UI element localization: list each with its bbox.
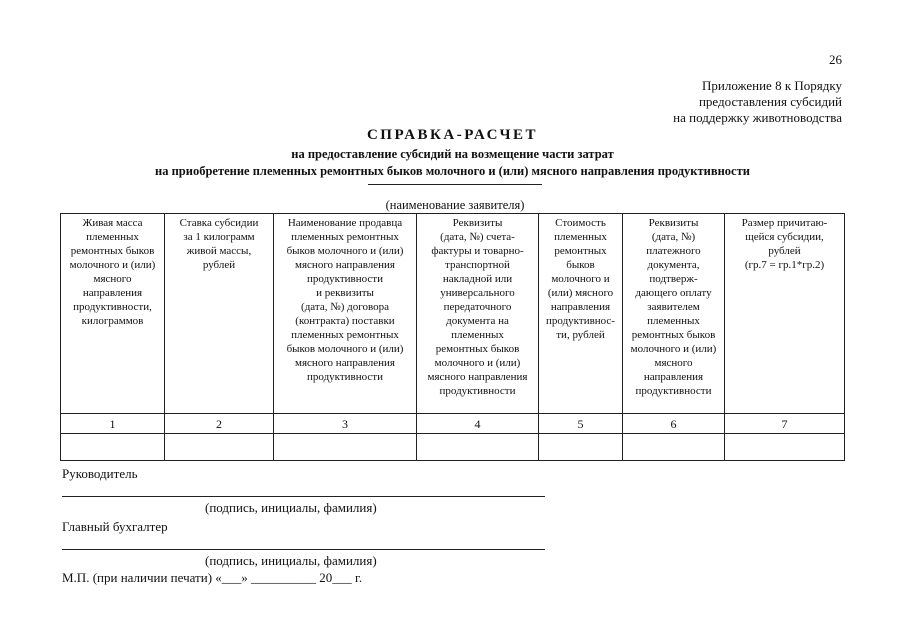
column-header-live-weight: Живая масса племенных ремонтных быков молочного и (или) мясного направления продуктивности, килограммов bbox=[61, 214, 165, 414]
calculation-table bbox=[60, 213, 845, 461]
document-subtitle-line-2: на приобретение племенных ремонтных быков молочного и (или) мясного направления продуктивности bbox=[155, 164, 750, 178]
appendix-reference bbox=[673, 78, 842, 126]
column-header-subsidy-rate: Ставка субсидии за 1 килограмм живой массы, рублей bbox=[165, 214, 274, 414]
chief-accountant-label: Главный бухгалтер bbox=[62, 519, 168, 534]
table-empty-row bbox=[61, 434, 845, 461]
table-cell[interactable] bbox=[725, 434, 845, 461]
head-label: Руководитель bbox=[62, 466, 138, 481]
column-number: 6 bbox=[623, 414, 725, 434]
table-header-row bbox=[61, 214, 845, 414]
document-subtitle-line-1: на предоставление субсидий на возмещение части затрат bbox=[291, 147, 614, 161]
column-number: 7 bbox=[725, 414, 845, 434]
seal-date-line: М.П. (при наличии печати) «___» __________ 20___ г. bbox=[62, 570, 363, 585]
column-number: 5 bbox=[539, 414, 623, 434]
table-cell[interactable] bbox=[417, 434, 539, 461]
column-header-subsidy-amount: Размер причитаю- щейся субсидии, рублей (гр.7 = гр.1*гр.2) bbox=[725, 214, 845, 414]
column-number: 4 bbox=[417, 414, 539, 434]
document-title: СПРАВКА-РАСЧЕТ bbox=[366, 127, 539, 143]
table-cell[interactable] bbox=[61, 434, 165, 461]
applicant-name-line bbox=[368, 184, 542, 185]
column-header-cost: Стоимость племенных ремонтных быков молочного и (или) мясного направления продуктивнос- ти, рублей bbox=[539, 214, 623, 414]
appendix-line-1: Приложение 8 к Порядку bbox=[702, 78, 842, 93]
column-header-payment-document: Реквизиты (дата, №) платежного документа, подтверж- дающего оплату заявителем племенных ремонтных быков молочного и (или) мясного направления продуктивности bbox=[623, 214, 725, 414]
appendix-line-2: предоставления субсидий bbox=[698, 94, 842, 109]
applicant-label: (наименование заявителя) bbox=[385, 198, 525, 212]
column-header-seller-contract: Наименование продавца племенных ремонтных быков молочного и (или) мясного направления продуктивности и реквизиты (дата, №) договора (контракта) поставки племенных ремонтных быков молочного и (или) мясного направления продуктивности bbox=[274, 214, 417, 414]
head-signature-caption: (подпись, инициалы, фамилия) bbox=[205, 500, 377, 515]
accountant-signature-caption: (подпись, инициалы, фамилия) bbox=[205, 553, 377, 568]
table-cell[interactable] bbox=[539, 434, 623, 461]
table-column-numbers-row bbox=[61, 414, 845, 434]
column-number: 3 bbox=[274, 414, 417, 434]
page-number: 26 bbox=[829, 52, 842, 67]
column-number: 1 bbox=[61, 414, 165, 434]
table-cell[interactable] bbox=[623, 434, 725, 461]
column-header-invoice-details: Реквизиты (дата, №) счета- фактуры и товарно- транспортной накладной или универсального передаточного документа на племенных ремонтных быков молочного и (или) мясного направления продуктивности bbox=[417, 214, 539, 414]
column-number: 2 bbox=[165, 414, 274, 434]
accountant-signature-line[interactable] bbox=[62, 549, 545, 550]
appendix-line-3: на поддержку животноводства bbox=[673, 110, 842, 125]
head-signature-line[interactable] bbox=[62, 496, 545, 497]
table-cell[interactable] bbox=[274, 434, 417, 461]
table-cell[interactable] bbox=[165, 434, 274, 461]
